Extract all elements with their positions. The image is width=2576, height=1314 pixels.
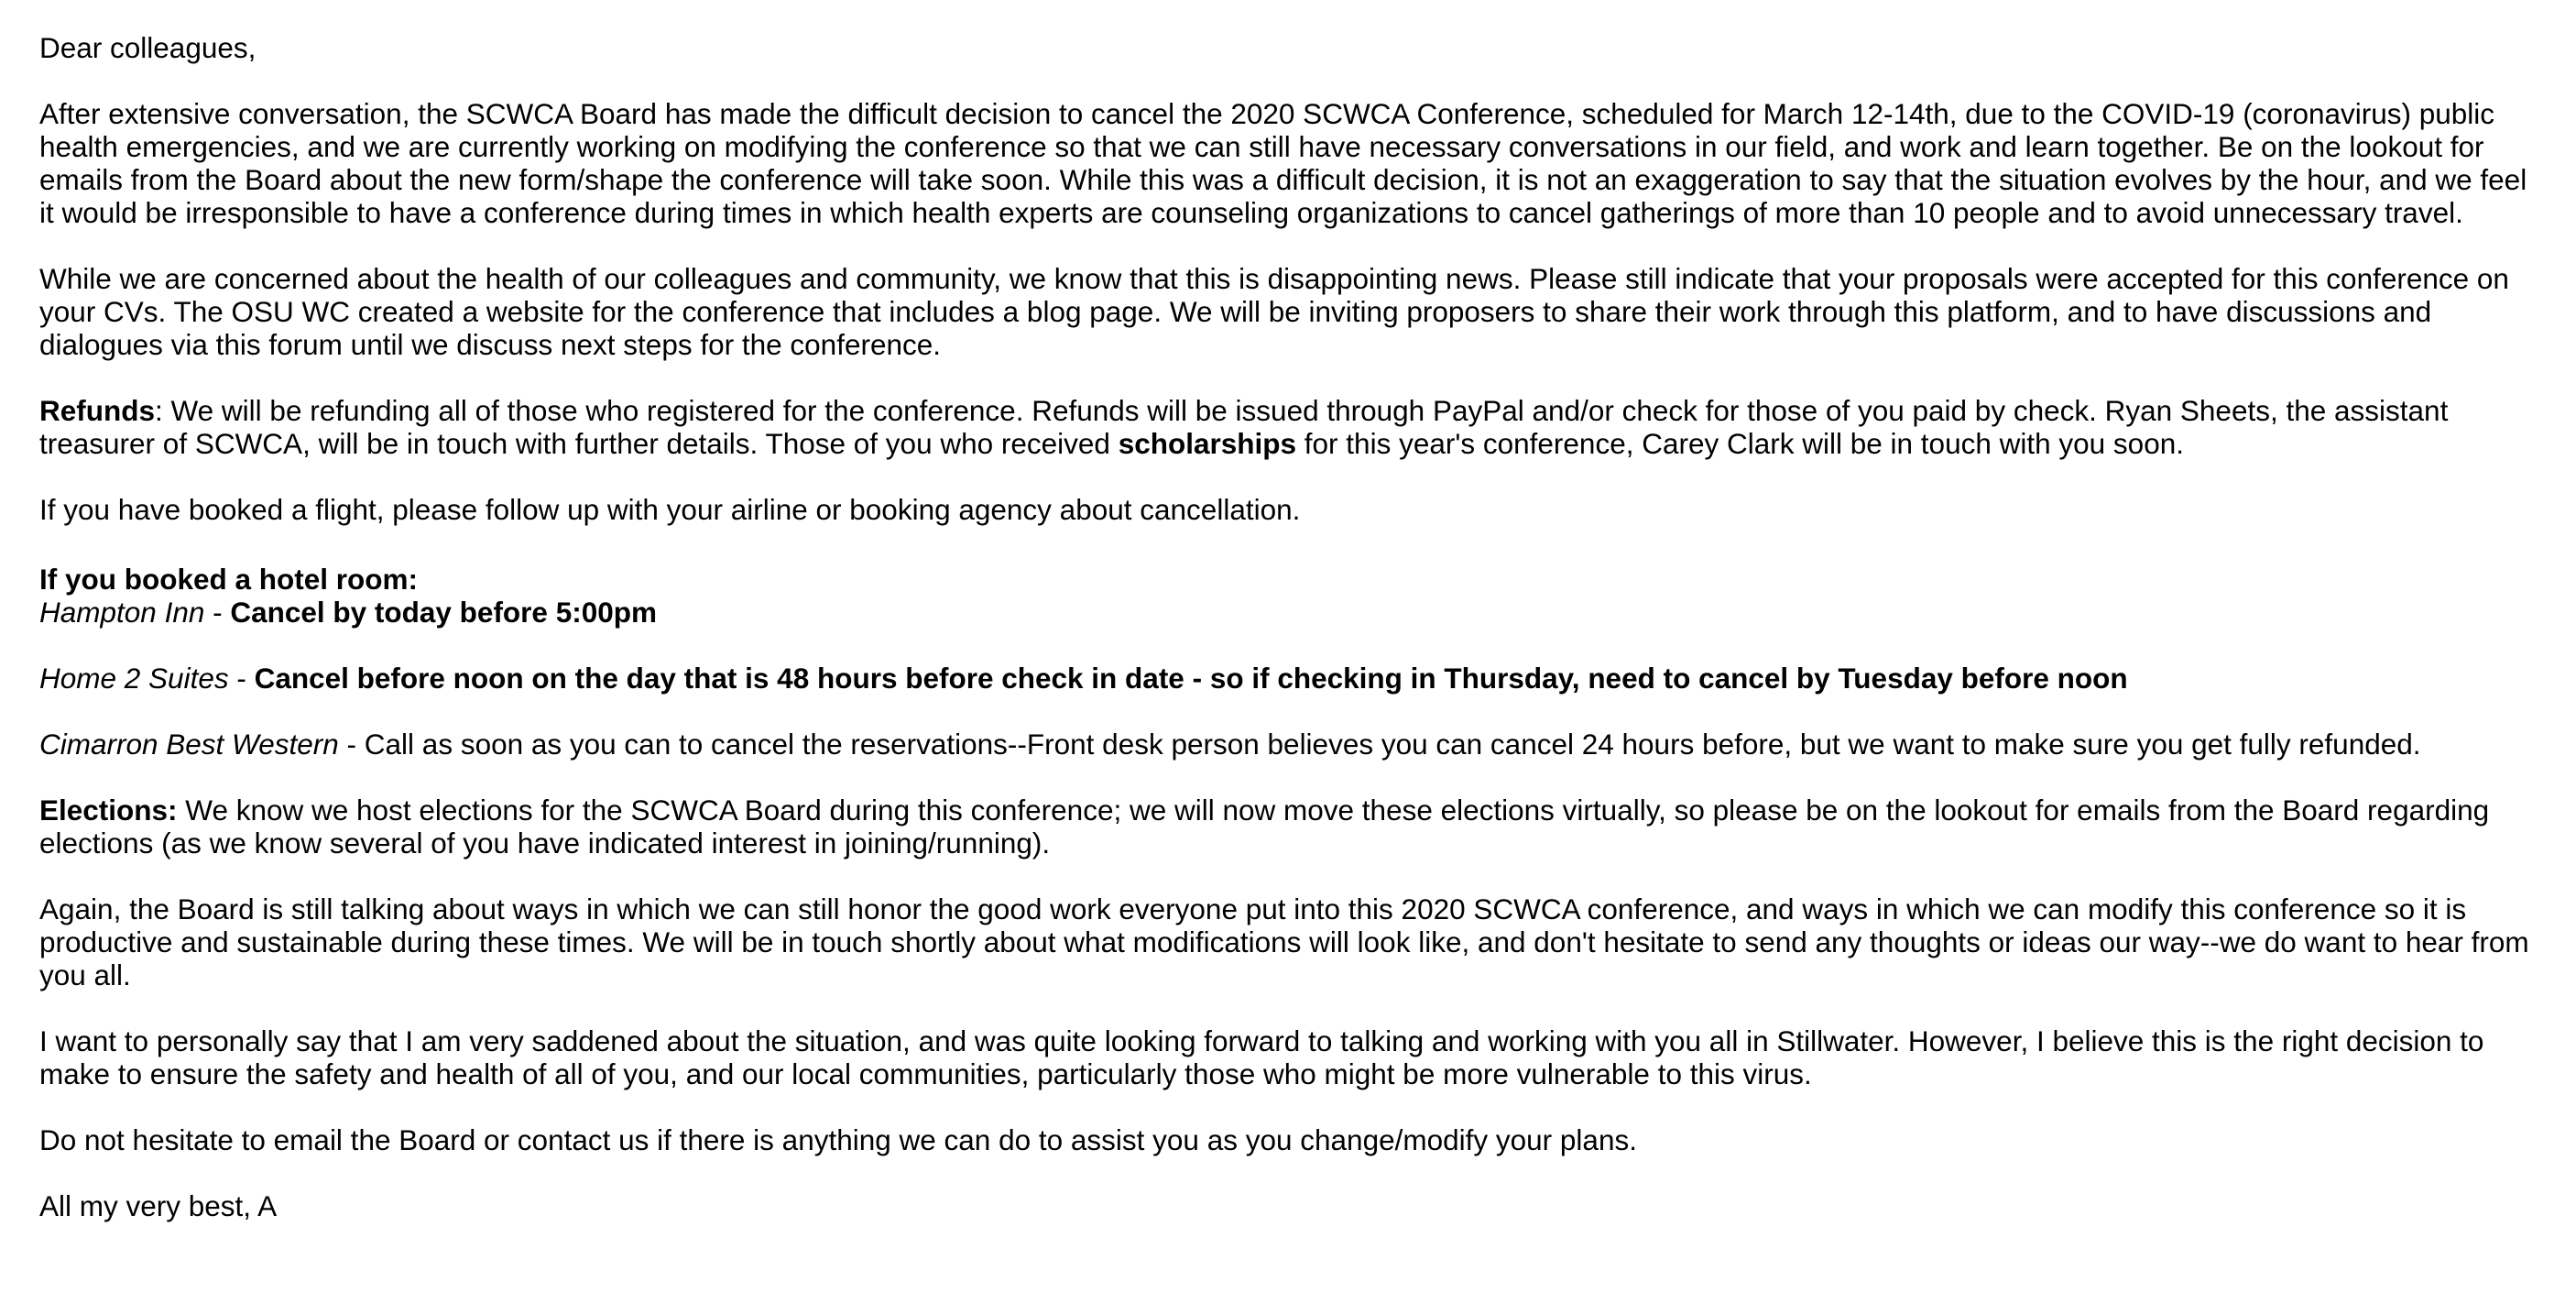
hotel-note: Cancel before noon on the day that is 48 hours before check in date - so if checking in Thursday, need to cancel by Tuesday before noon <box>254 662 2128 695</box>
hotel-sep: - <box>204 596 231 629</box>
hotel-name: Home 2 Suites <box>39 662 229 695</box>
elections-text: We know we host elections for the SCWCA Board during this conference; we will now move these elections virtually, so please be on the lookout for emails from the Board regarding elections (as we know several of you have indicated interest in joining/running). <box>39 794 2490 860</box>
hotel-name: Cimarron Best Western <box>39 728 339 761</box>
paragraph-cv-website: While we are concerned about the health of our colleagues and community, we know that this is disappointing news. Please still indicate that your proposals were accepted for this conference on your CVs. The OSU WC created a website for the conference that includes a blog page. We will be inviting proposers to share their work through this platform, and to have discussions and dialogues via this forum until we discuss next steps for the conference. <box>39 262 2509 361</box>
hotel-heading: If you booked a hotel room: <box>39 563 419 596</box>
paragraph-refunds <box>39 394 2546 460</box>
scholarships-word: scholarships <box>1118 427 1297 460</box>
hotel-item-cimarron <box>39 728 2546 761</box>
paragraph-cancellation: After extensive conversation, the SCWCA Board has made the difficult decision to cancel the 2020 SCWCA Conference, scheduled for March 12-14th, due to the COVID-19 (coronavirus) public health emergencies, and we are currently working on modifying the conference so that we can still have necessary conversations in our field, and work and learn together. Be on the lookout for emails from the Board about the new form/shape the conference will take soon. While this was a difficult decision, it is not an exaggeration to say that the situation evolves by the hour, and we feel it would be irresponsible to have a conference during times in which health experts are counseling organizations to cancel gatherings of more than 10 people and to avoid unnecessary travel. <box>39 97 2527 229</box>
paragraph-personal: I want to personally say that I am very saddened about the situation, and was quite looking forward to talking and working with you all in Stillwater. However, I believe this is the right decision to make to ensure the safety and health of all of you, and our local communities, particularly those who might be more vulnerable to this virus. <box>39 1024 2484 1090</box>
email-body <box>39 31 2546 1222</box>
hotel-sep: - <box>338 728 365 761</box>
hotel-note: Cancel by today before 5:00pm <box>230 596 657 629</box>
hotel-sep: - <box>228 662 255 695</box>
greeting: Dear colleagues, <box>39 31 257 64</box>
paragraph-elections <box>39 794 2546 860</box>
signoff: All my very best, A <box>39 1189 278 1222</box>
hotel-name: Hampton Inn <box>39 596 205 629</box>
paragraph-again: Again, the Board is still talking about ways in which we can still honor the good work everyone put into this 2020 SCWCA conference, and ways in which we can modify this conference so it is productive and sustainable during these times. We will be in touch shortly about what modifications will look like, and don't hesitate to send any thoughts or ideas our way--we do want to hear from you all. <box>39 892 2529 991</box>
elections-label: Elections: <box>39 794 178 827</box>
hotel-item-hampton <box>39 596 2546 629</box>
hotel-note: Call as soon as you can to cancel the reservations--Front desk person believes you can cancel 24 hours before, but we want to make sure you get fully refunded. <box>364 728 2421 761</box>
refunds-text-b: for this year's conference, Carey Clark will be in touch with you soon. <box>1296 427 2184 460</box>
hotel-item-home2 <box>39 662 2546 695</box>
paragraph-flight: If you have booked a flight, please follow up with your airline or booking agency about cancellation. <box>39 493 1301 526</box>
paragraph-contact: Do not hesitate to email the Board or contact us if there is anything we can do to assist you as you change/modify your plans. <box>39 1123 1637 1156</box>
refunds-label: Refunds <box>39 394 155 427</box>
refunds-text-a: : We will be refunding all of those who registered for the conference. Refunds will be issued through PayPal and/or check for those of you paid by check. Ryan Sheets, the assistant treasurer of SCWCA, will be in touch with further details. Those of you who received <box>39 394 2449 460</box>
